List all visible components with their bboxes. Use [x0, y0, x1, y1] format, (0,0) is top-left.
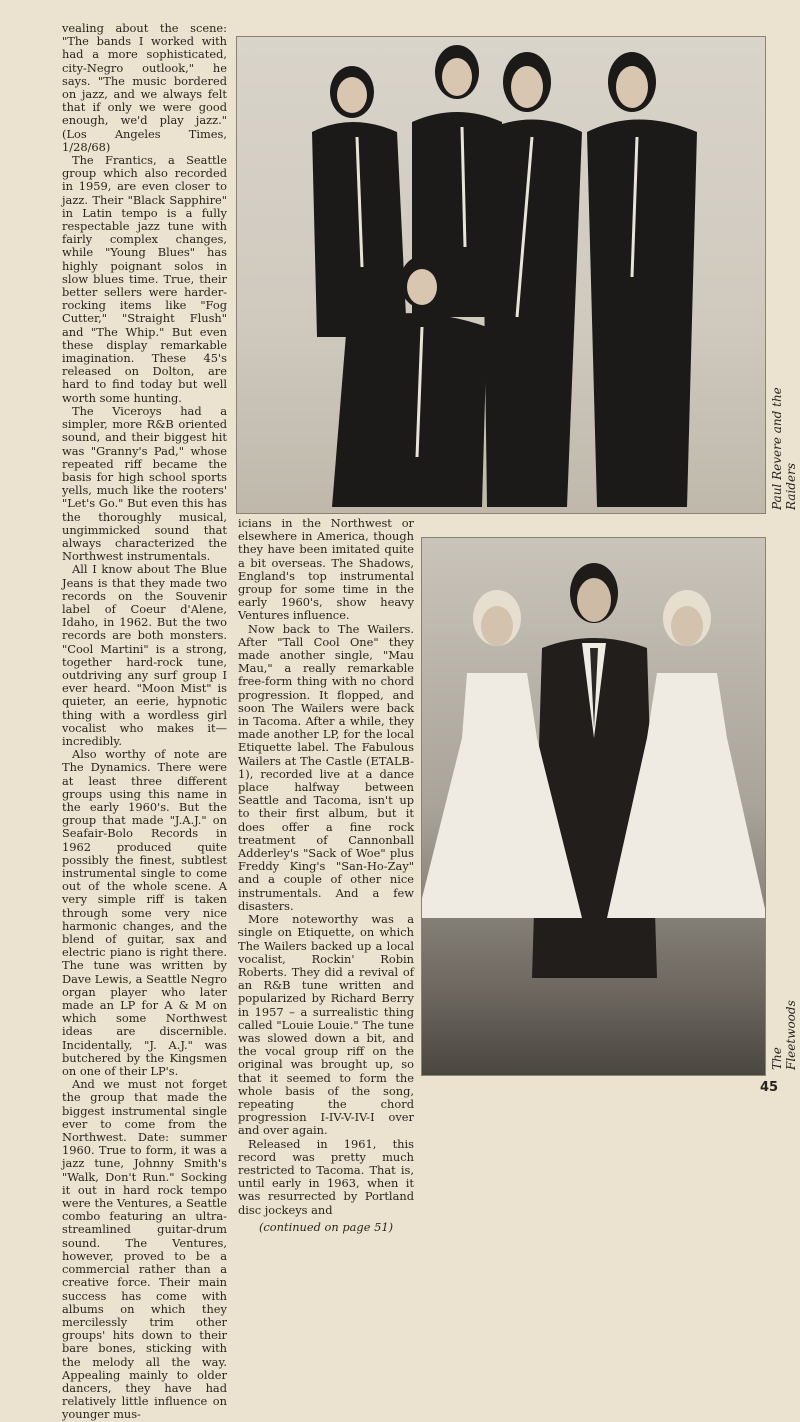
- photo-caption-raiders: Paul Revere and the Raiders: [770, 387, 798, 510]
- continued-note: (continued on page 51): [258, 1219, 394, 1234]
- paragraph: Now back to The Wailers. After "Tall Cool One" they made another single, "Mau Mau," a really remarkable free-form thing with no chord progression. It flopped, and soon The Wailers were back in Tacoma. After a while, they made another LP, for the local Etiquette label. The Fabulous Wailers at The Castle (ETALB-1), recorded live at a dance place halfway between Seattle and Tacoma, isn't up to their first album, but it does offer a fine rock treatment of Cannonball Adderley's "Sack of Woe" plus Freddy King's "San-Ho-Zay" and a couple of other nice instrumentals. And a few disasters.: [238, 621, 414, 913]
- paragraph: Released in 1961, this record was pretty much restricted to Tacoma. That is, until early in 1963, when it was resurrected by Portland disc jockeys and: [238, 1136, 414, 1217]
- paragraph: More noteworthy was a single on Etiquette, on which The Wailers backed up a local vocalist, Rockin' Robin Roberts. They did a revival of an R&B tune written and popularized by Richard Berry in 1957 – a surrealistic thing called "Louie Louie." The tune was slowed down a bit, and the vocal group riff on the original was brought up, so that it seemed to form the whole basis of the song, repeating the chord progression I-IV-V-IV-I over and over again.: [238, 912, 414, 1138]
- raiders-photo-illustration: [237, 37, 765, 513]
- paragraph: The Viceroys had a simpler, more R&B oriented sound, and their biggest hit was "Granny's Pad," whose repeated riff became the basis for high school sports yells, much like the rooters' "Let's Go." But even this has the thoroughly musical, ungimmicked sound that always characterized the Northwest instrumentals.: [62, 403, 227, 564]
- fleetwoods-photo-illustration: [422, 538, 765, 1075]
- photo-caption-fleetwoods: The Fleetwoods: [770, 1000, 798, 1070]
- paragraph: All I know about The Blue Jeans is that they made two records on the Souvenir label of Coeur d'Alene, Idaho, in 1962. But the two records are both monsters. "Cool Martini" is a strong, together hard-rock tune, outdriving any surf group I ever heard. "Moon Mist" is quieter, an eerie, hypnotic thing with a wordless girl vocalist who makes it—incredibly.: [62, 562, 227, 748]
- band-photo-raiders: [236, 36, 766, 514]
- paragraph: Also worthy of note are The Dynamics. There were at least three different groups using this name in the early 1960's. But the group that made "J.A.J." on Seafair-Bolo Records in 1962 produced quite possibly the finest, subtlest instrumental single to come out of the whole scene. A very simple riff is taken through some very nice harmonic changes, and the blend of guitar, sax and electric piano is right there. The tune was written by Dave Lewis, a Seattle Negro organ player who later made an LP for A & M on which some Northwest ideas are discernible. Incidentally, "J. A.J." was butchered by the Kingsmen on one of their LP's.: [62, 747, 227, 1079]
- paragraph: The Frantics, a Seattle group which also recorded in 1959, are even closer to jazz. Their "Black Sapphire" in Latin tempo is a fully respectable jazz tune with fairly complex changes, while "Young Blues" has highly poignant solos in slow blues time. True, their better sellers were harder-rocking items like "Fog Cutter," "Straight Flush" and "The Whip." But even these display remarkable imagination. These 45's released on Dolton, are hard to find today but well worth some hunting.: [62, 153, 227, 405]
- paragraph: And we must not forget the group that made the biggest instrumental single ever to come from the Northwest. Date: summer 1960. True to form, it was a jazz tune, Johnny Smith's "Walk, Don't Run." Socking it out in hard rock tempo were the Ventures, a Seattle combo featuring an ultra-streamlined guitar-drum sound. The Ventures, however, proved to be a commercial rather than a creative force. Their main success has come with albums on which they mercilessly trim other groups' hits down to their bare bones, sticking with the melody all the way. Appealing mainly to older dancers, they have had relatively little influence on younger mus-: [62, 1077, 227, 1422]
- page-number: 45: [760, 1080, 779, 1095]
- article-left-column: [62, 22, 227, 1422]
- article-middle-column: [238, 517, 414, 1234]
- paragraph: vealing about the scene: "The bands I worked with had a more sophisticated, city-Negro outlook," he says. "The music bordered on jazz, and we always felt that if only we were good enough, we'd play jazz." (Los Angeles Times, 1/28/68): [62, 21, 227, 154]
- paragraph: icians in the Northwest or elsewhere in America, though they have been imitated quite a bit overseas. The Shadows, England's top instrumental group for some time in the early 1960's, show heavy Ventures influence.: [238, 516, 414, 623]
- band-photo-fleetwoods: [421, 537, 766, 1076]
